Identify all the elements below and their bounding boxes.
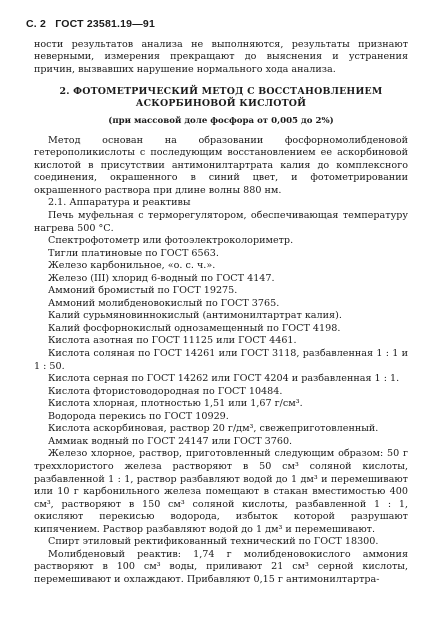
reagent-item: Аммиак водный по ГОСТ 24147 или ГОСТ 3760.: [48, 435, 293, 447]
reagent-item: Аммоний молибденовокислый по ГОСТ 3765.: [48, 297, 280, 309]
reagent-item: Кислота серная по ГОСТ 14262 или ГОСТ 4204 и разбавленная 1 : 1.: [48, 373, 400, 385]
ethanol-paragraph: Спирт этиловый ректификованный технический по ГОСТ 18300.: [48, 536, 379, 548]
reagent-item: Кислота хлорная, плотностью 1,51 или 1,67 г/см³.: [48, 398, 303, 410]
section-subtitle: (при массовой доле фосфора от 0,005 до 2%): [108, 116, 334, 127]
page-header: [26, 18, 408, 31]
reagent-item: Водорода перекись по ГОСТ 10929.: [48, 410, 229, 422]
reagent-item: Кислота аскорбиновая, раствор 20 г/дм³, свежеприготовленный.: [48, 423, 379, 435]
method-paragraph: Метод основан на образовании фосфорномолибденовой гетерополикислоты с последующим восстановлением ее аскорбиновой кислотой в присутствии антимонилтартрата калия до комплексного соединения, окрашенного в синий цвет, и фотометрировании окрашенного раствора при длине волны 880 нм.: [34, 134, 408, 196]
reagent-item: Аммоний бромистый по ГОСТ 19275.: [48, 285, 238, 297]
standard-number: ГОСТ 23581.19—91: [55, 18, 155, 30]
reagent-item: Железо (III) хлорид 6-водный по ГОСТ 4147.: [48, 272, 275, 284]
reagent-item: Железо карбонильное, «о. с. ч.».: [48, 260, 216, 272]
subsection-heading: 2.1. Аппаратура и реактивы: [48, 197, 191, 209]
page-number: С. 2: [26, 18, 47, 30]
reagent-item: Кислота фтористоводородная по ГОСТ 10484.: [48, 385, 283, 397]
reagent-item: Спектрофотометр или фотоэлектроколориметр.: [48, 235, 294, 247]
furnace-paragraph: Печь муфельная с терморегулятором, обеспечивающая температуру нагрева 500 °С.: [34, 210, 408, 234]
reagent-item: Калий фосфорнокислый однозамещенный по ГОСТ 4198.: [48, 322, 341, 334]
reagent-item: Тигли платиновые по ГОСТ 6563.: [48, 247, 219, 259]
reagent-item: Кислота азотная по ГОСТ 11125 или ГОСТ 4461.: [48, 335, 297, 347]
molybdenum-reagent-paragraph: Молибденовый реактив: 1,74 г молибденовокислого аммония растворяют в 100 см³ воды, приливают 21 см³ серной кислоты, перемешивают и охлаждают. Прибавляют 0,15 г антимонилтартра-: [34, 548, 408, 585]
section-title: 2. ФОТОМЕТРИЧЕСКИЙ МЕТОД С ВОССТАНОВЛЕНИЕМ АСКОРБИНОВОЙ КИСЛОТОЙ: [59, 86, 383, 110]
reagent-item: Кислота соляная по ГОСТ 14261 или ГОСТ 3118, разбавленная 1 : 1 и 1 : 50.: [34, 348, 408, 372]
continuation-paragraph: ности результатов анализа не выполняются, результаты признают неверными, измерения прекращают до выяснения и устранения причин, вызвавших нарушение нормального хода анализа.: [34, 38, 408, 75]
reagent-item: Калий сурьмяновиннокислый (антимонилтартрат калия).: [48, 310, 342, 322]
iron-solution-paragraph: Железо хлорное, раствор, приготовленный следующим образом: 50 г треххлористого железа растворяют в 50 см³ соляной кислоты, разбавленной 1 : 1, раствор разбавляют водой до 1 дм³ и перемешивают или 10 г карбонильного железа помещают в стакан вместимостью 400 см³, растворяют в 150 см³ соляной кислоты, разбавленной 1 : 1, окисляют перекисью водорода, избыток которой разрушают кипячением. Раствор разбавляют водой до 1 дм³ и перемешивают.: [34, 448, 408, 535]
